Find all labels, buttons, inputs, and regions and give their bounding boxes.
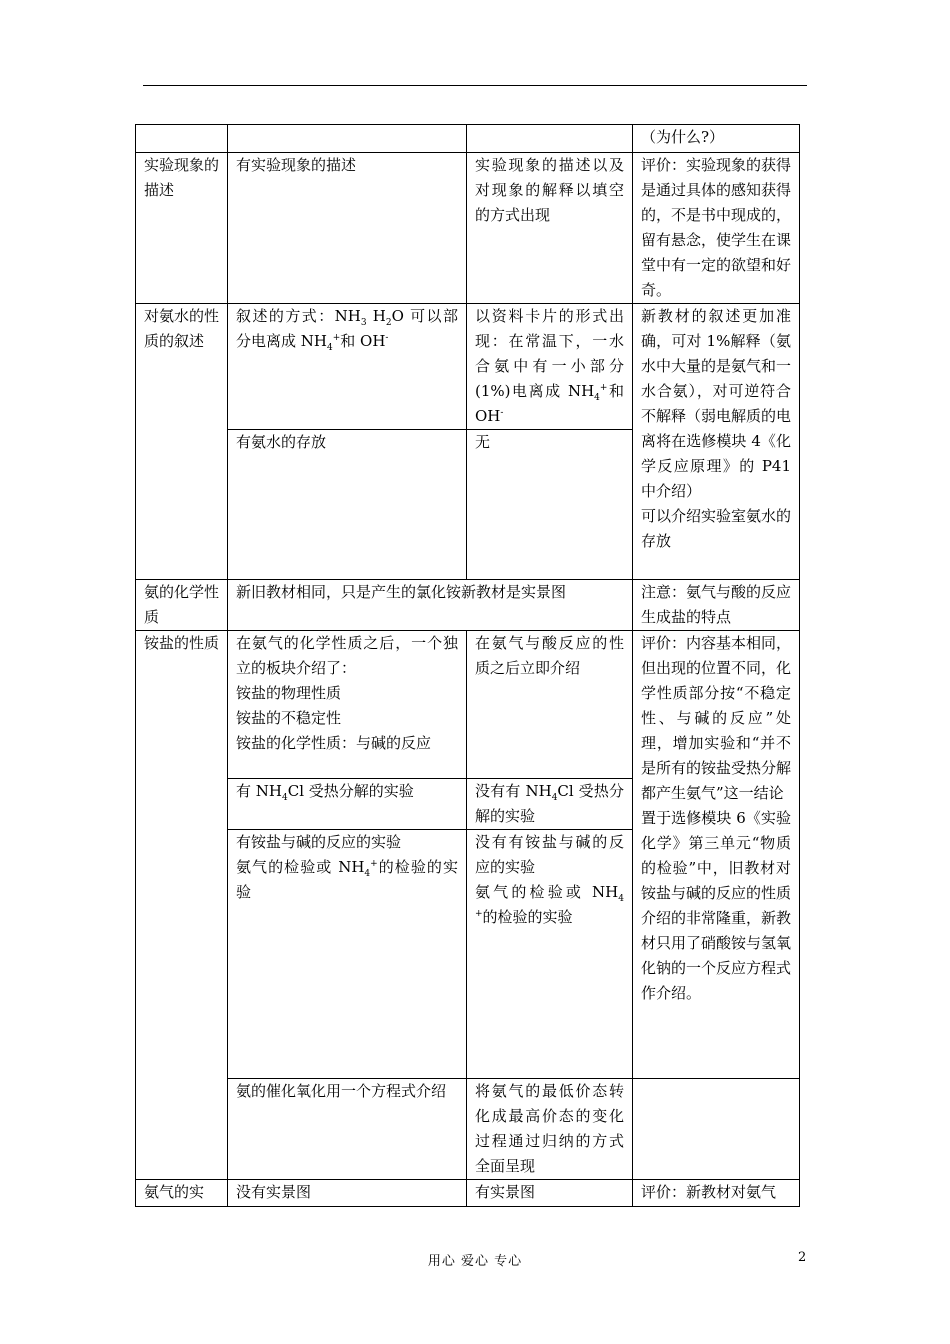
comment-cell: 评价：实验现象的获得是通过具体的感知获得的，不是书中现成的，留有悬念，使学生在课堂中有一定的欲望和好奇。 [633,153,800,304]
footer-motto: 用心 爱心 专心 [427,1254,523,1269]
header-rule [143,85,807,86]
table-cell [633,1079,800,1180]
table-row [136,1079,800,1180]
comment-cell: 评价：内容基本相同，但出现的位置不同，化学性质部分按“不稳定性、与碱的反应”处理，增加实验和“并不是所有的铵盐受热分解都产生氨气”这一结论 置于选修模块 6《实验化学》第三单元“物质的检验”中，旧教材对铵盐与碱的反应的性质介绍的非常隆重，新教材只用了硝酸铵与氢氧化钠的一个反应方程式作介绍。 [633,631,800,1079]
table-cell: 有实景图 [467,1180,633,1207]
table-cell: 没有实景图 [228,1180,467,1207]
page-footer [0,1250,950,1270]
row-heading: 对氨水的性质的叙述 [136,304,228,580]
row-heading: 氨气的实 [136,1180,228,1207]
table-row [136,580,800,631]
table-row [136,153,800,304]
comparison-table [135,124,800,1207]
table-cell: 有铵盐与碱的反应的实验 氨气的检验或 $NH_4^+$的检验的实验 [228,830,467,1079]
table-cell: 叙述的方式：$NH_3$ $H_2O$ 可以部分电离成 $NH_4^+$和 OH- [228,304,467,430]
table-cell: 以资料卡片的形式出现：在常温下，一水合氨中有一小部分(1%)电离成 $NH_4^+$和 OH- [467,304,633,430]
table-cell: 有氨水的存放 [228,430,467,580]
table-row [136,1180,800,1207]
row-heading: 铵盐的性质 [136,631,228,1180]
comment-cell: 注意：氨气与酸的反应生成盐的特点 [633,580,800,631]
table-cell: 氨的催化氧化用一个方程式介绍 [228,1079,467,1180]
table-cell [467,125,633,153]
page-number: 2 [798,1250,807,1265]
table-cell: 没有有铵盐与碱的反应的实验 氨气的检验或 $NH_4^+$的检验的实验 [467,830,633,1079]
table-cell: 没有有 $NH_4Cl$ 受热分解的实验 [467,779,633,830]
table-cell: 实验现象的描述以及对现象的解释以填空的方式出现 [467,153,633,304]
table-cell [228,125,467,153]
table-row [136,125,800,153]
table-cell [633,125,800,153]
table-cell: 在氨气与酸反应的性质之后立即介绍 [467,631,633,779]
cell-text: （为什么?） [641,128,725,146]
comment-cell: 新教材的叙述更加准确，可对 1%解释（氨水中大量的是氨气和一水合氨），对可逆符合不解释（弱电解质的电离将在选修模块 4《化学反应原理》的 P41 中介绍） 可以介绍实验室氨水的存放 [633,304,800,580]
table-cell: 将氨气的最低价态转化成最高价态的变化过程通过归纳的方式全面呈现 [467,1079,633,1180]
table-row [136,631,800,779]
table-cell [136,125,228,153]
comment-cell: 评价：新教材对氨气 [633,1180,800,1207]
table-cell: 在氨气的化学性质之后，一个独立的板块介绍了： 铵盐的物理性质 铵盐的不稳定性 铵盐的化学性质：与碱的反应 [228,631,467,779]
table-cell: 有实验现象的描述 [228,153,467,304]
table-row [136,304,800,430]
row-heading: 实验现象的描述 [136,153,228,304]
table-cell: 有 $NH_4Cl$ 受热分解的实验 [228,779,467,830]
row-heading: 氨的化学性质 [136,580,228,631]
table-cell: 新旧教材相同，只是产生的氯化铵新教材是实景图 [228,580,633,631]
table-cell: 无 [467,430,633,580]
